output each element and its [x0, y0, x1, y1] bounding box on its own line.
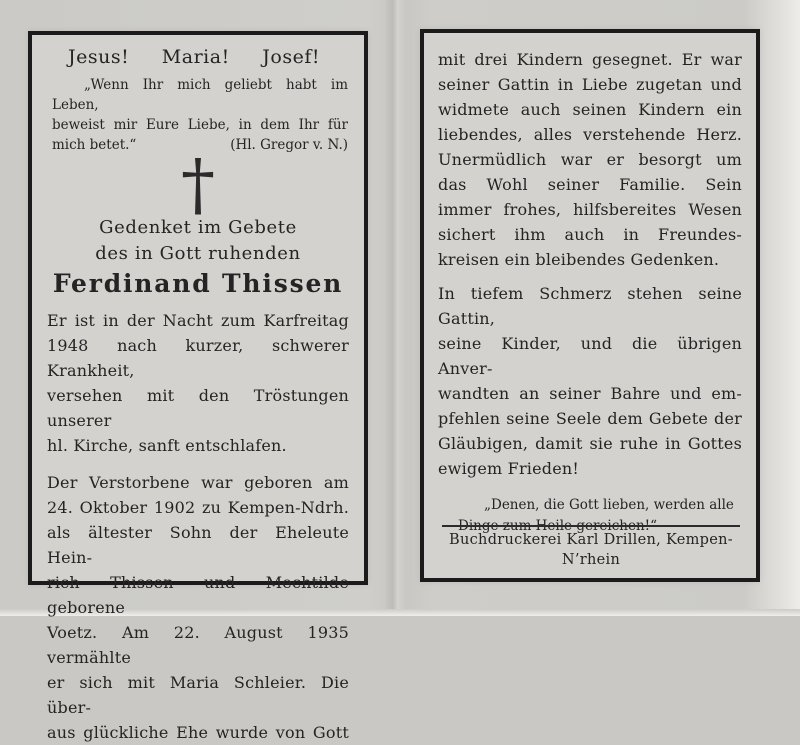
- quote-line: Dinge zum Heile gereichen!“: [458, 518, 657, 534]
- paragraph-line: liebendes, alles verstehende Herz.: [438, 125, 742, 144]
- invocation-josef: Josef!: [262, 46, 320, 68]
- memorial-heading-line2: des in Gott ruhenden: [95, 243, 301, 264]
- quote-line-end: mich betet.“: [52, 137, 137, 153]
- printer-credit: Buchdruckerei Karl Drillen, Kempen-N’rhein: [449, 532, 733, 568]
- printer-footer: [436, 525, 746, 570]
- biography-paragraph: [32, 470, 364, 745]
- paragraph-line: er sich mit Maria Schleier. Die über-: [47, 673, 349, 717]
- cross-icon: †: [181, 146, 215, 225]
- paragraph-line: das Wohl seiner Familie. Sein: [438, 175, 742, 194]
- paragraph-line: ewigem Frieden!: [438, 459, 580, 478]
- quote-line: „Wenn Ihr mich geliebt habt im Leben,: [52, 77, 348, 113]
- invocation-maria: Maria!: [161, 46, 230, 68]
- paragraph-line: Gläubigen, damit sie ruhe in Gottes: [438, 434, 742, 453]
- paragraph-line: seine Kinder, und die übrigen Anver-: [438, 334, 742, 378]
- quote-attribution: (Hl. Gregor v. N.): [230, 137, 348, 153]
- paragraph-line: seiner Gattin in Liebe zugetan und: [438, 75, 742, 94]
- family-paragraph: [424, 47, 756, 272]
- invocation-header: [32, 44, 364, 70]
- quote-line: „Denen, die Gott lieben, werden alle: [484, 497, 734, 513]
- paragraph-line: Er ist in der Nacht zum Karfreitag: [47, 311, 349, 330]
- paragraph-line: aus glückliche Ehe wurde von Gott: [47, 723, 349, 742]
- paragraph-line: mit drei Kindern gesegnet. Er war: [438, 50, 742, 69]
- paragraph-line: Der Verstorbene war geboren am: [47, 473, 349, 492]
- paragraph-line: 24. Oktober 1902 zu Kempen-Ndrh.: [47, 498, 349, 517]
- paragraph-line: hl. Kirche, sanft entschlafen.: [47, 436, 287, 455]
- deceased-name: Ferdinand Thissen: [52, 269, 344, 298]
- memorial-card-right-page: [420, 29, 760, 582]
- paragraph-line: sichert ihm auch in Freundes-: [438, 225, 742, 244]
- paragraph-line: kreisen ein bleibendes Gedenken.: [438, 250, 720, 269]
- paragraph-line: als ältester Sohn der Eheleute Hein-: [47, 523, 349, 567]
- mourning-paragraph: [424, 281, 756, 481]
- fold-crease: [384, 0, 406, 616]
- memorial-heading-line1: Gedenket im Gebete: [99, 217, 297, 238]
- death-paragraph: [32, 308, 364, 458]
- memorial-card-left-page: [28, 31, 368, 742]
- invocation-jesus: Jesus!: [68, 46, 130, 68]
- paragraph-line: pfehlen seine Seele dem Gebete der: [438, 409, 742, 428]
- scripture-quote: [32, 75, 364, 155]
- footer-divider: [442, 525, 740, 527]
- paragraph-line: Unermüdlich war er besorgt um: [438, 150, 742, 169]
- paragraph-line: rich Thissen und Mechtilde geborene: [47, 573, 349, 617]
- paragraph-line: wandten an seiner Bahre und em-: [438, 384, 742, 403]
- paragraph-line: versehen mit den Tröstungen unserer: [47, 386, 349, 430]
- paragraph-line: widmete auch seinen Kindern ein: [438, 100, 742, 119]
- paragraph-line: In tiefem Schmerz stehen seine Gattin,: [438, 284, 742, 328]
- paragraph-line: 1948 nach kurzer, schwerer Krankheit,: [47, 336, 349, 380]
- quote-line: beweist mir Eure Liebe, in dem Ihr für: [52, 117, 348, 133]
- paragraph-line: Voetz. Am 22. August 1935 vermählte: [47, 623, 349, 667]
- paragraph-line: immer frohes, hilfsbereites Wesen: [438, 200, 742, 219]
